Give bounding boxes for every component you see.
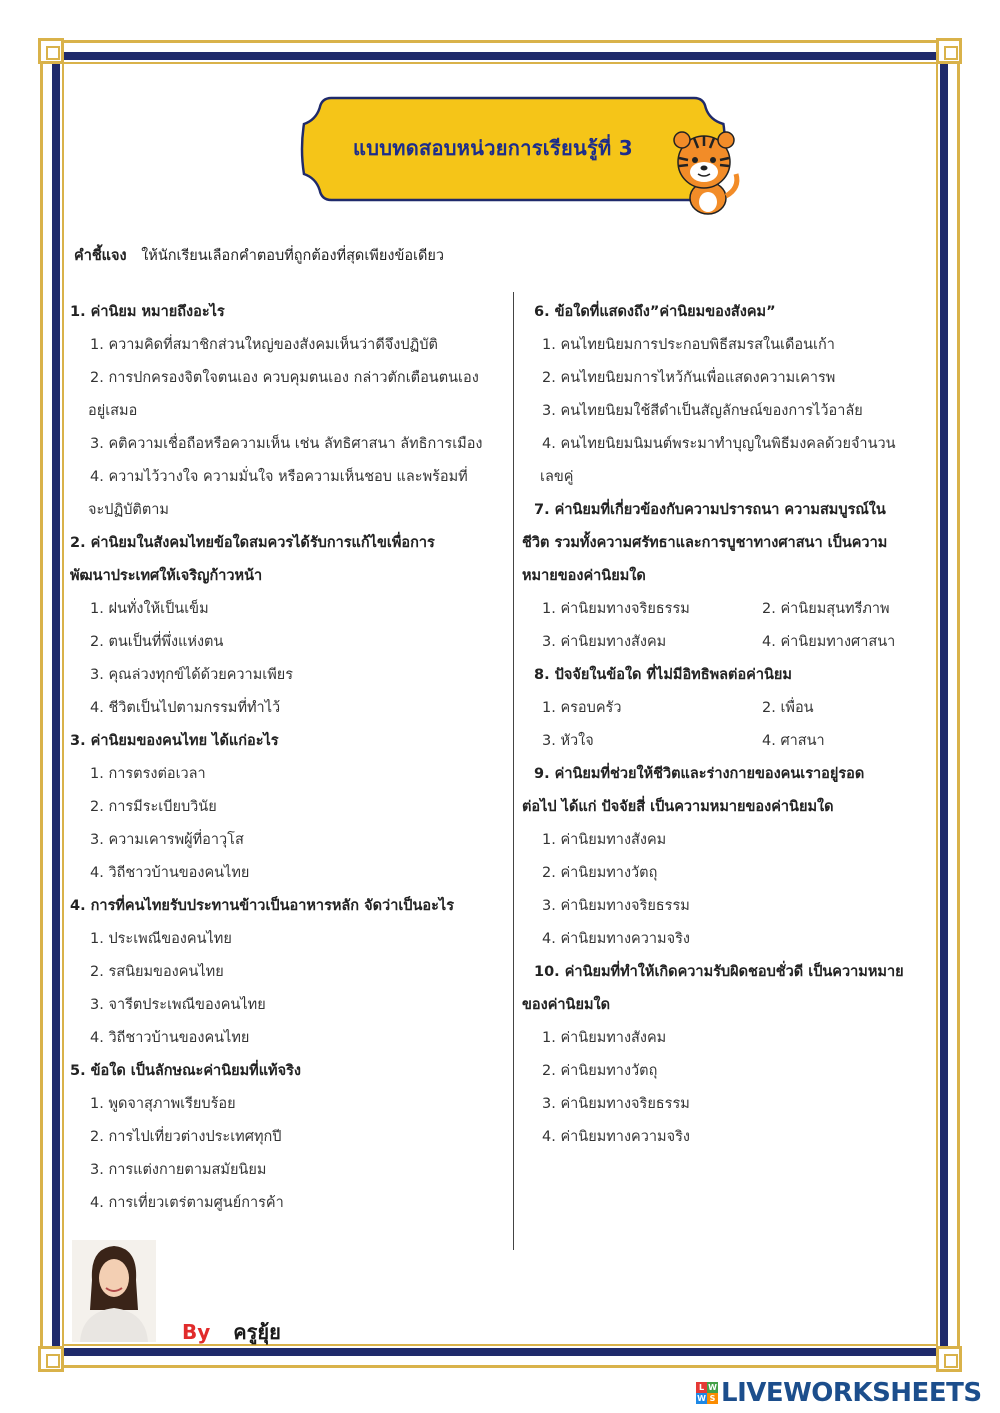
question-8-option-3[interactable]: 3. หัวใจ <box>542 733 594 749</box>
question-4-option-3[interactable]: 3. จารีตประเพณีของคนไทย <box>90 997 266 1013</box>
question-2-option-4[interactable]: 4. ชีวิตเป็นไปตามกรรมที่ทำไว้ <box>90 700 281 716</box>
question-1-option-1[interactable]: 1. ความคิดที่สมาชิกส่วนใหญ่ของสังคมเห็นว่าดีจึงปฏิบัติ <box>90 337 438 353</box>
question-9-cont: ต่อไป ได้แก่ ปัจจัยสี่ เป็นความหมายของค่านิยมใด <box>522 799 834 815</box>
author-byline <box>182 1316 281 1348</box>
question-8-options-row-2 <box>522 725 932 758</box>
question-8-option-4[interactable]: 4. ศาสนา <box>762 733 825 749</box>
question-3-option-3[interactable]: 3. ความเคารพผู้ที่อาวุโส <box>90 832 244 848</box>
corner-ornament <box>936 38 962 64</box>
question-column-left <box>70 296 510 1220</box>
question-5-option-4[interactable]: 4. การเที่ยวเตร่ตามศูนย์การค้า <box>90 1195 284 1211</box>
question-6-option-1[interactable]: 1. คนไทยนิยมการประกอบพิธีสมรสในเดือนเก้า <box>542 337 835 353</box>
question-5-option-2[interactable]: 2. การไปเที่ยวต่างประเทศทุกปี <box>90 1129 282 1145</box>
question-9: 9. ค่านิยมที่ช่วยให้ชีวิตและร่างกายของคนเราอยู่รอด <box>534 766 865 782</box>
question-1: 1. ค่านิยม หมายถึงอะไร <box>70 304 225 320</box>
question-7: 7. ค่านิยมที่เกี่ยวข้องกับความปรารถนา ความสมบูรณ์ใน <box>534 502 886 518</box>
question-8-options-row-1 <box>522 692 932 725</box>
question-6-option-4-cont: เลขคู่ <box>540 469 574 485</box>
question-2-option-2[interactable]: 2. ตนเป็นที่พึ่งแห่งตน <box>90 634 224 650</box>
question-10-option-4[interactable]: 4. ค่านิยมทางความจริง <box>542 1129 690 1145</box>
question-4-option-1[interactable]: 1. ประเพณีของคนไทย <box>90 931 232 947</box>
corner-ornament <box>936 1346 962 1372</box>
question-7-option-4[interactable]: 4. ค่านิยมทางศาสนา <box>762 634 896 650</box>
column-divider <box>513 292 514 1250</box>
question-7-cont-2: หมายของค่านิยมใด <box>522 568 646 584</box>
question-10: 10. ค่านิยมที่ทำให้เกิดความรับผิดชอบชั่วดี เป็นความหมาย <box>534 964 904 980</box>
question-column-right <box>522 296 932 1154</box>
question-9-option-4[interactable]: 4. ค่านิยมทางความจริง <box>542 931 690 947</box>
question-9-option-3[interactable]: 3. ค่านิยมทางจริยธรรม <box>542 898 690 914</box>
corner-ornament <box>38 1346 64 1372</box>
question-1-option-2-cont: อยู่เสมอ <box>88 403 138 419</box>
by-label: By <box>182 1320 211 1344</box>
question-7-options-row-2 <box>522 626 932 659</box>
tiger-mascot-icon <box>664 128 748 216</box>
question-7-option-2[interactable]: 2. ค่านิยมสุนทรีภาพ <box>762 601 890 617</box>
question-1-option-3[interactable]: 3. คติความเชื่อถือหรือความเห็น เช่น ลัทธิศาสนา ลัทธิการเมือง <box>90 436 483 452</box>
page-title: แบบทดสอบหน่วยการเรียนรู้ที่ 3 <box>353 136 633 160</box>
question-7-option-3[interactable]: 3. ค่านิยมทางสังคม <box>542 634 667 650</box>
brand-text: LIVEWORKSHEETS <box>721 1378 982 1408</box>
liveworksheets-logo-icon: L W W S <box>697 1383 717 1403</box>
question-1-option-4[interactable]: 4. ความไว้วางใจ ความมั่นใจ หรือความเห็นชอบ และพร้อมที่ <box>90 469 468 485</box>
question-6-option-4[interactable]: 4. คนไทยนิยมนิมนต์พระมาทำบุญในพิธีมงคลด้วยจำนวน <box>542 436 896 452</box>
question-6-option-2[interactable]: 2. คนไทยนิยมการไหว้กันเพื่อแสดงความเคารพ <box>542 370 836 386</box>
question-4: 4. การที่คนไทยรับประทานข้าวเป็นอาหารหลัก จัดว่าเป็นอะไร <box>70 898 454 914</box>
question-9-option-1[interactable]: 1. ค่านิยมทางสังคม <box>542 832 667 848</box>
question-5-option-3[interactable]: 3. การแต่งกายตามสมัยนิยม <box>90 1162 267 1178</box>
question-2-cont: พัฒนาประเทศให้เจริญก้าวหน้า <box>70 568 263 584</box>
question-3-option-4[interactable]: 4. วิถีชาวบ้านของคนไทย <box>90 865 250 881</box>
question-7-options-row-1 <box>522 593 932 626</box>
question-3-option-1[interactable]: 1. การตรงต่อเวลา <box>90 766 206 782</box>
question-6-option-3[interactable]: 3. คนไทยนิยมใช้สีดำเป็นสัญลักษณ์ของการไว้อาลัย <box>542 403 863 419</box>
instruction-text: ให้นักเรียนเลือกคำตอบที่ถูกต้องที่สุดเพียงข้อเดียว <box>141 248 445 264</box>
question-2-option-3[interactable]: 3. คุณล่วงทุกข์ได้ด้วยความเพียร <box>90 667 294 683</box>
question-7-cont-1: ชีวิต รวมทั้งความศรัทธาและการบูชาทางศาสนา เป็นความ <box>522 535 888 551</box>
question-10-option-2[interactable]: 2. ค่านิยมทางวัตถุ <box>542 1063 658 1079</box>
question-3-option-2[interactable]: 2. การมีระเบียบวินัย <box>90 799 217 815</box>
teacher-photo <box>72 1240 156 1342</box>
instruction <box>74 244 444 267</box>
corner-ornament <box>38 38 64 64</box>
question-4-option-4[interactable]: 4. วิถีชาวบ้านของคนไทย <box>90 1030 250 1046</box>
question-5-option-1[interactable]: 1. พูดจาสุภาพเรียบร้อย <box>90 1096 236 1112</box>
question-7-option-1[interactable]: 1. ค่านิยมทางจริยธรรม <box>542 601 690 617</box>
question-5: 5. ข้อใด เป็นลักษณะค่านิยมที่แท้จริง <box>70 1063 301 1079</box>
question-2: 2. ค่านิยมในสังคมไทยข้อใดสมควรได้รับการแก้ไขเพื่อการ <box>70 535 435 551</box>
question-6: 6. ข้อใดที่แสดงถึง”ค่านิยมของสังคม” <box>534 304 776 320</box>
question-1-option-2[interactable]: 2. การปกครองจิตใจตนเอง ควบคุมตนเอง กล่าวตักเตือนตนเอง <box>90 370 479 386</box>
question-10-cont: ของค่านิยมใด <box>522 997 611 1013</box>
question-9-option-2[interactable]: 2. ค่านิยมทางวัตถุ <box>542 865 658 881</box>
question-2-option-1[interactable]: 1. ฝนทั่งให้เป็นเข็ม <box>90 601 209 617</box>
instruction-label: คำชี้แจง <box>74 248 127 264</box>
author-name: ครูยุ้ย <box>233 1320 281 1344</box>
liveworksheets-brand[interactable] <box>696 1378 982 1408</box>
question-10-option-3[interactable]: 3. ค่านิยมทางจริยธรรม <box>542 1096 690 1112</box>
question-3: 3. ค่านิยมของคนไทย ได้แก่อะไร <box>70 733 279 749</box>
question-8: 8. ปัจจัยในข้อใด ที่ไม่มีอิทธิพลต่อค่านิยม <box>534 667 792 683</box>
question-8-option-1[interactable]: 1. ครอบครัว <box>542 700 622 716</box>
question-10-option-1[interactable]: 1. ค่านิยมทางสังคม <box>542 1030 667 1046</box>
question-1-option-4-cont: จะปฏิบัติตาม <box>88 502 169 518</box>
question-8-option-2[interactable]: 2. เพื่อน <box>762 700 814 716</box>
question-4-option-2[interactable]: 2. รสนิยมของคนไทย <box>90 964 224 980</box>
